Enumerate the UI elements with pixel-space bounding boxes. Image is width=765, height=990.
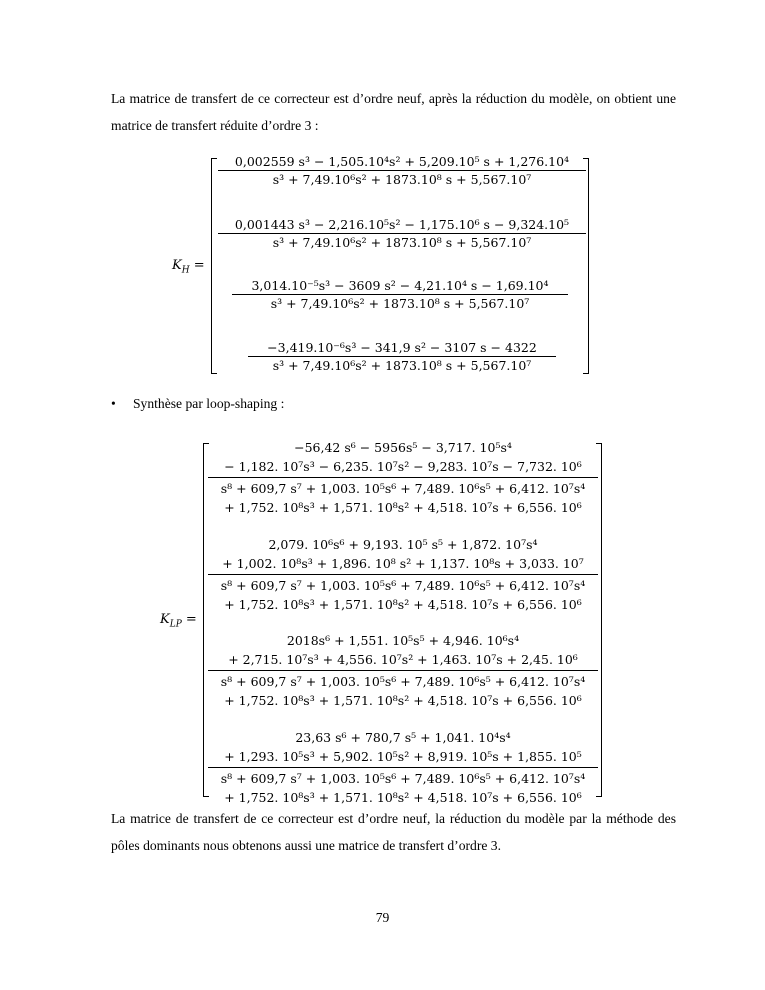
kh-entry-4: −3,419.10⁻⁶s³ − 341,9 s² − 3107 s − 4322 s³ + 7,49.10⁶s² + 1873.10⁸ s + 5,567.10⁷ bbox=[248, 340, 556, 373]
kh-entry-3: 3,014.10⁻⁵s³ − 3609 s² − 4,21.10⁴ s − 1,69.10⁴ s³ + 7,49.10⁶s² + 1873.10⁸ s + 5,567.10⁷ bbox=[232, 278, 568, 311]
intro-paragraph: La matrice de transfert de ce correcteur est d’ordre neuf, après la réduction du modèle, on obtient une matrice de transfert réduite d’ordre 3 : bbox=[111, 91, 676, 133]
klp-entry-4: 23,63 s⁶ + 780,7 s⁵ + 1,041. 10⁴s⁴ + 1,293. 10⁵s³ + 5,902. 10⁵s² + 8,919. 10⁵s + 1,855. 10⁵ s⁸ + 609,7 s⁷ + 1,003. 10⁵s⁶ + 7,489. 10⁶s⁵ + 6,412. 10⁷s⁴ + 1,752. 10⁸s³ + 1,571. 10⁸s² + 4,518. 10⁷s + 6,556. 10⁶ bbox=[208, 728, 598, 807]
bullet-icon: • bbox=[111, 396, 116, 411]
kh-left-bracket bbox=[211, 158, 217, 374]
kh-label: $K_H$ = bbox=[172, 258, 205, 276]
bullet-text: Synthèse par loop-shaping : bbox=[133, 396, 285, 411]
klp-entry-1: −56,42 s⁶ − 5956s⁵ − 3,717. 10⁵s⁴ − 1,182. 10⁷s³ − 6,235. 10⁷s² − 9,283. 10⁷s − 7,732. 10⁶ s⁸ + 609,7 s⁷ + 1,003. 10⁵s⁶ + 7,489. 10⁶s⁵ + 6,412. 10⁷s⁴ + 1,752. 10⁸s³ + 1,571. 10⁸s² + 4,518. 10⁷s + 6,556. 10⁶ bbox=[208, 438, 598, 517]
klp-entry-2: 2,079. 10⁶s⁶ + 9,193. 10⁵ s⁵ + 1,872. 10⁷s⁴ + 1,002. 10⁸s³ + 1,896. 10⁸ s² + 1,137. 10⁸s + 3,033. 10⁷ s⁸ + 609,7 s⁷ + 1,003. 10⁵s⁶ + 7,489. 10⁶s⁵ + 6,412. 10⁷s⁴ + 1,752. 10⁸s³ + 1,571. 10⁸s² + 4,518. 10⁷s + 6,556. 10⁶ bbox=[208, 535, 598, 614]
kh-entry-2: 0,001443 s³ − 2,216.10⁵s² − 1,175.10⁶ s − 9,324.10⁵ s³ + 7,49.10⁶s² + 1873.10⁸ s + 5,567.10⁷ bbox=[218, 217, 586, 250]
klp-entry-3: 2018s⁶ + 1,551. 10⁵s⁵ + 4,946. 10⁶s⁴ + 2,715. 10⁷s³ + 4,556. 10⁷s² + 1,463. 10⁷s + 2,45. 10⁶ s⁸ + 609,7 s⁷ + 1,003. 10⁵s⁶ + 7,489. 10⁶s⁵ + 6,412. 10⁷s⁴ + 1,752. 10⁸s³ + 1,571. 10⁸s² + 4,518. 10⁷s + 6,556. 10⁶ bbox=[208, 631, 598, 710]
bullet-item bbox=[111, 396, 284, 412]
kh-right-bracket bbox=[583, 158, 589, 374]
kh-entry-1: 0,002559 s³ − 1,505.10⁴s² + 5,209.10⁵ s + 1,276.10⁴ s³ + 7,49.10⁶s² + 1873.10⁸ s + 5,567.10⁷ bbox=[218, 154, 586, 187]
klp-label: $K_{LP}$ = bbox=[160, 612, 197, 630]
conclusion-paragraph: La matrice de transfert de ce correcteur est d’ordre neuf, la réduction du modèle par la méthode des pôles dominants nous obtenons aussi une matrice de transfert d’ordre 3. bbox=[111, 811, 676, 853]
page-number: 79 bbox=[375, 910, 390, 925]
